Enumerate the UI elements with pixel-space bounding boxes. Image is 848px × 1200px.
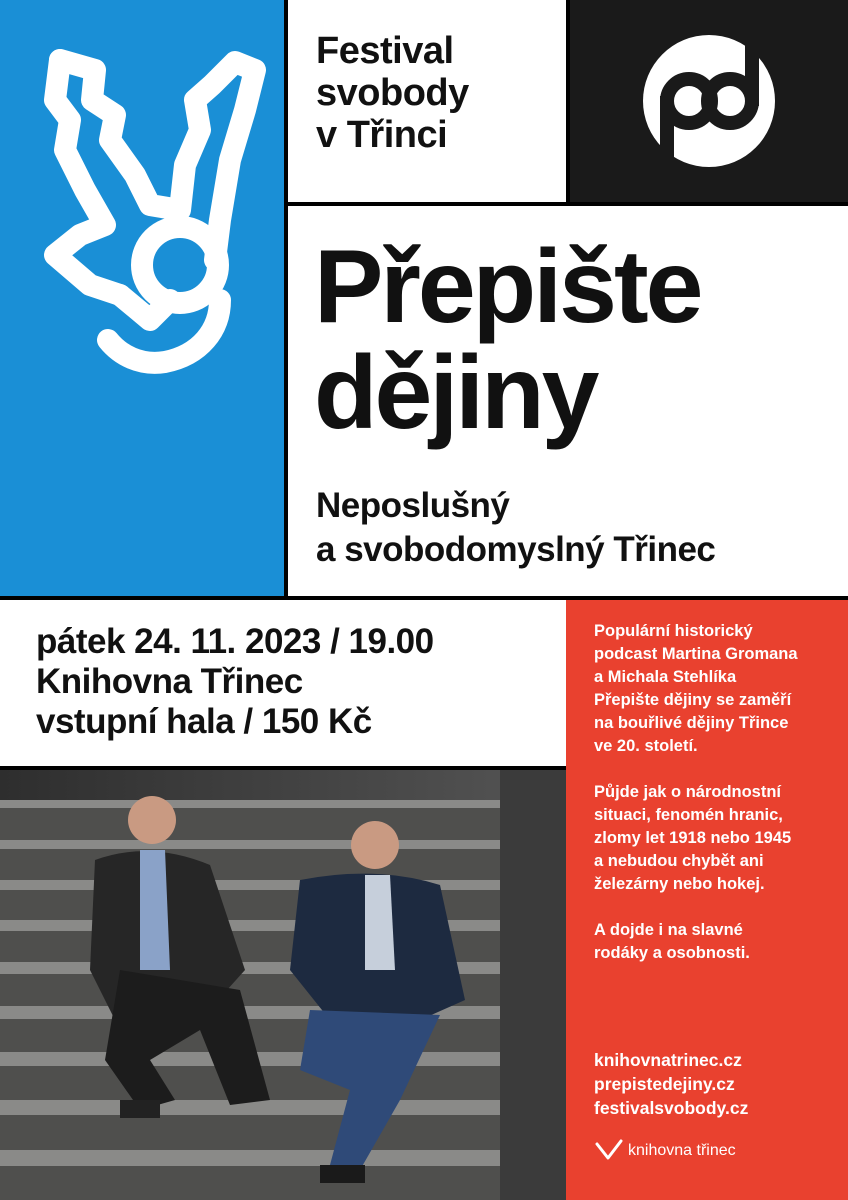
text-line: situaci, fenomén hranic, [594, 806, 783, 824]
podcast-logo-panel [570, 0, 848, 202]
description-paragraph-1 [594, 620, 844, 758]
website-links [594, 1048, 748, 1120]
festival-line-3: v Třinci [316, 114, 448, 156]
subtitle-line-1: Neposlušný [316, 486, 510, 525]
text-line: a nebudou chybět ani [594, 852, 764, 870]
festival-line-2: svobody [316, 72, 469, 114]
festival-name-panel [288, 0, 566, 202]
festival-line-1: Festival [316, 30, 454, 72]
text-line: rodáky a osobnosti. [594, 944, 750, 962]
festival-logo-panel [0, 0, 284, 596]
festival-name [316, 30, 469, 156]
text-line: Populární historický [594, 622, 753, 640]
event-date-time: pátek 24. 11. 2023 / 19.00 [36, 622, 434, 661]
link-knihovnatrinec[interactable]: knihovnatrinec.cz [594, 1050, 742, 1070]
event-info [36, 622, 434, 742]
title-panel [288, 206, 848, 596]
event-room-price: vstupní hala / 150 Kč [36, 702, 372, 741]
description-panel [566, 600, 848, 1200]
text-line: podcast Martina Gromana [594, 645, 798, 663]
subtitle [316, 484, 715, 572]
title-line-1: Přepište [314, 229, 701, 345]
stairs-photo-illustration [0, 770, 566, 1200]
description-text [594, 620, 844, 988]
event-info-panel [0, 600, 566, 766]
text-line: na bouřlivé dějiny Třince [594, 714, 789, 732]
text-line: A dojde i na slavné [594, 921, 743, 939]
link-festivalsvobody[interactable]: festivalsvobody.cz [594, 1098, 749, 1118]
link-prepistedejiny[interactable]: prepistedejiny.cz [594, 1074, 735, 1094]
title-line-2: dějiny [314, 335, 597, 451]
subtitle-line-2: a svobodomyslný Třinec [316, 530, 716, 569]
description-paragraph-3 [594, 919, 844, 965]
text-line: zlomy let 1918 nebo 1945 [594, 829, 792, 847]
text-line: železárny nebo hokej. [594, 875, 765, 893]
library-logo-text: knihovna třinec [628, 1142, 736, 1159]
speakers-photo [0, 770, 566, 1200]
main-title [314, 229, 701, 451]
event-venue: Knihovna Třinec [36, 662, 303, 701]
description-paragraph-2 [594, 781, 844, 896]
text-line: a Michala Stehlíka [594, 668, 737, 686]
pd-logo-icon [570, 0, 848, 202]
text-line: Půjde jak o národnostní [594, 783, 782, 801]
text-line: Přepište dějiny se zaměří [594, 691, 792, 709]
library-logo [594, 1138, 736, 1164]
victory-hand-icon [0, 0, 284, 596]
checkmark-icon [594, 1138, 624, 1164]
text-line: ve 20. století. [594, 737, 698, 755]
